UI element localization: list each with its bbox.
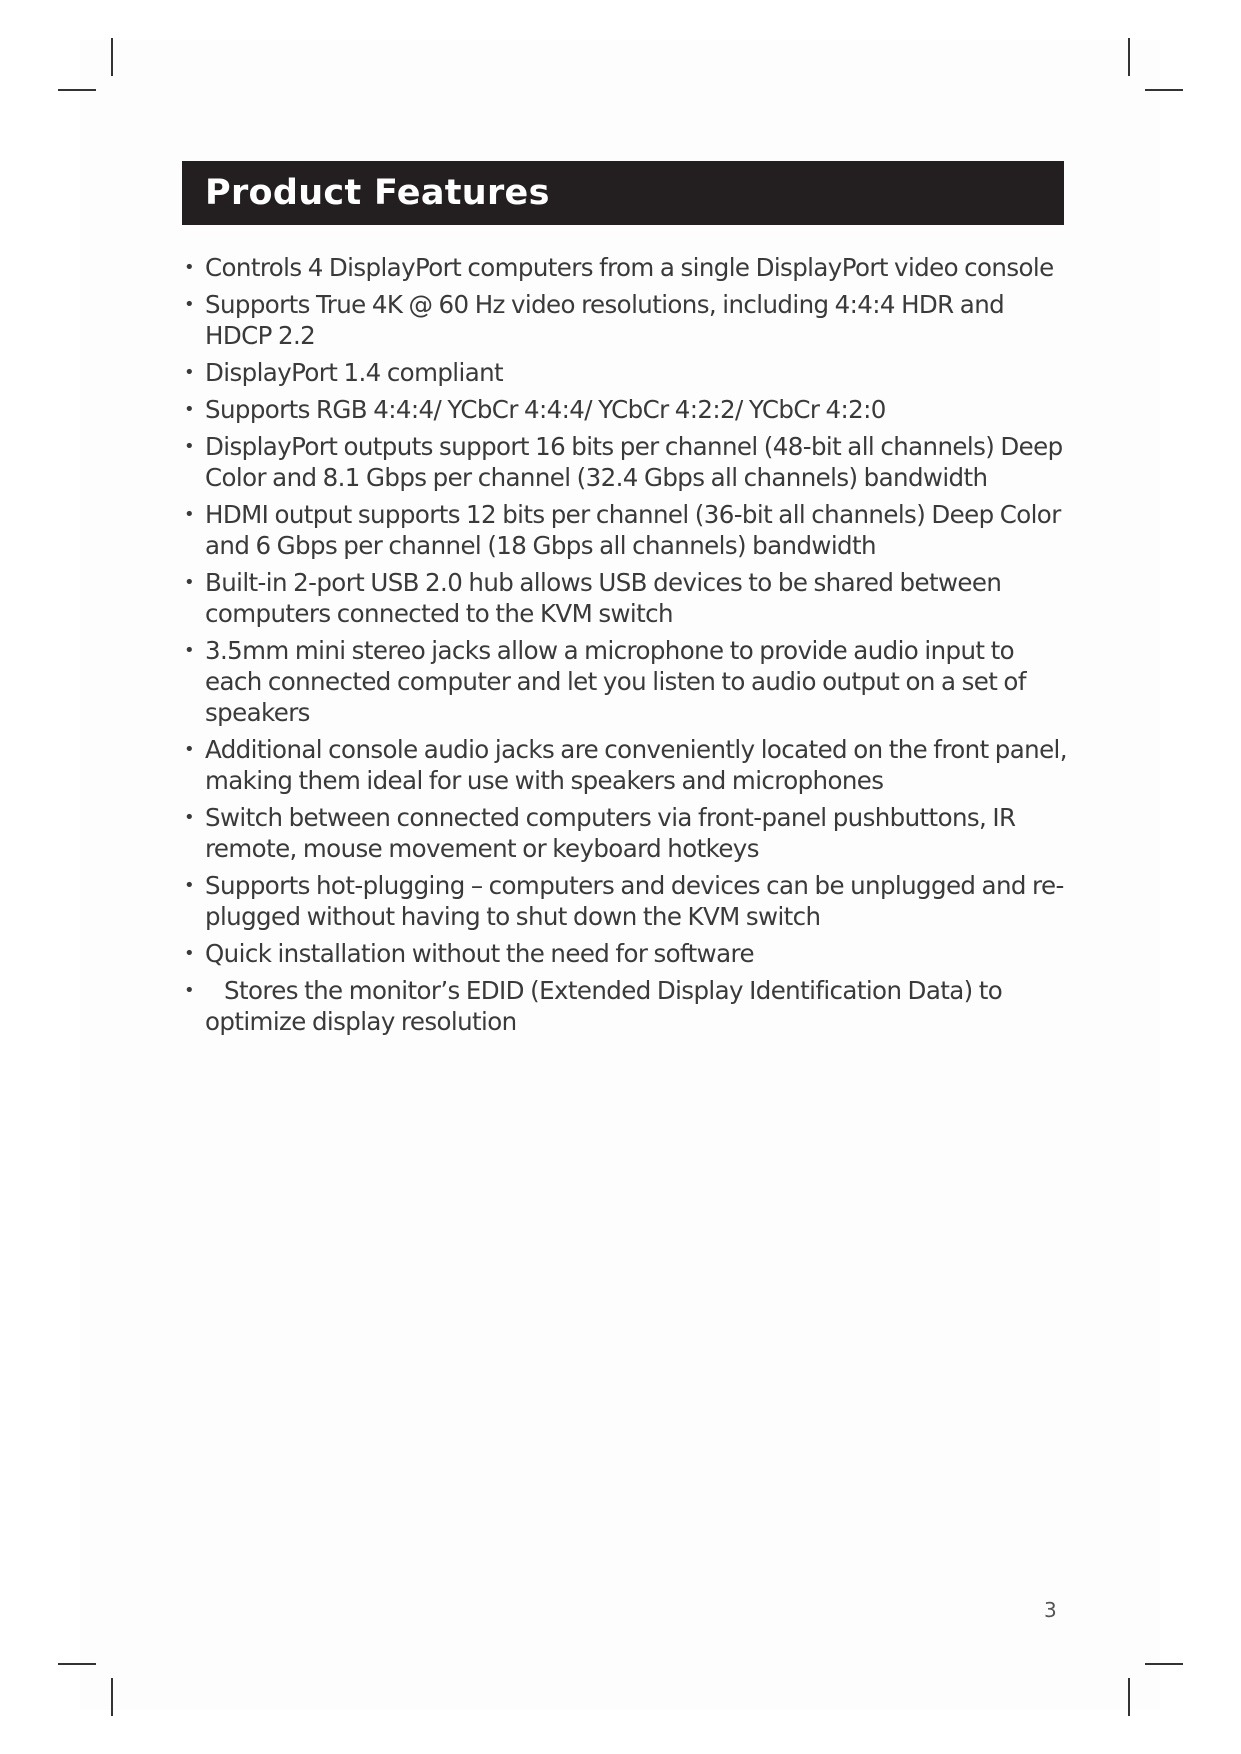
feature-text: Supports RGB 4:4:4/ YCbCr 4:4:4/ YCbCr 4:2:2/ YCbCr 4:2:0 (205, 395, 886, 424)
feature-item (182, 635, 1072, 728)
feature-item (182, 567, 1072, 629)
bullet-icon: • (184, 875, 195, 896)
crop-mark-bottom-right-horizontal (1145, 1663, 1183, 1665)
feature-text: Supports True 4K @ 60 Hz video resolutions, including 4:4:4 HDR and HDCP 2.2 (205, 290, 1005, 350)
feature-text: Controls 4 DisplayPort computers from a single DisplayPort video console (205, 253, 1054, 282)
feature-text: HDMI output supports 12 bits per channel (36-bit all channels) Deep Color and 6 Gbps per channel (18 Gbps all channels) bandwidth (205, 500, 1061, 560)
bullet-icon: • (184, 399, 195, 420)
feature-item (182, 734, 1072, 796)
feature-text: Stores the monitor’s EDID (Extended Display Identification Data) to optimize display resolution (205, 976, 1003, 1036)
feature-text: Quick installation without the need for software (205, 939, 754, 968)
feature-text: DisplayPort 1.4 compliant (205, 358, 504, 387)
bullet-icon: • (184, 257, 195, 278)
feature-text: Additional console audio jacks are conveniently located on the front panel, making them ideal for use with speakers and microphones (205, 735, 1067, 795)
crop-mark-bottom-right-vertical (1128, 1678, 1130, 1716)
feature-item (182, 252, 1072, 283)
feature-text: 3.5mm mini stereo jacks allow a microphone to provide audio input to each connected computer and let you listen to audio output on a set of speakers (205, 636, 1026, 727)
section-title: Product Features (205, 173, 550, 213)
crop-mark-top-right-vertical (1128, 38, 1130, 76)
feature-text: Built-in 2-port USB 2.0 hub allows USB devices to be shared between computers connected to the KVM switch (205, 568, 1002, 628)
feature-item (182, 870, 1072, 932)
crop-mark-top-left-vertical (111, 38, 113, 76)
feature-item (182, 975, 1072, 1037)
feature-item (182, 431, 1072, 493)
feature-text: Switch between connected computers via front-panel pushbuttons, IR remote, mouse movement or keyboard hotkeys (205, 803, 1016, 863)
crop-mark-top-right-horizontal (1145, 89, 1183, 91)
feature-item (182, 499, 1072, 561)
bullet-icon: • (184, 943, 195, 964)
bullet-icon: • (184, 504, 195, 525)
page-number: 3 (1044, 1598, 1057, 1622)
bullet-icon: • (184, 807, 195, 828)
crop-mark-bottom-left-vertical (111, 1678, 113, 1716)
bullet-icon: • (184, 739, 195, 760)
bullet-icon: • (184, 640, 195, 661)
bullet-icon: • (184, 436, 195, 457)
bullet-icon: • (184, 572, 195, 593)
bullet-icon: • (184, 294, 195, 315)
crop-mark-top-left-horizontal (58, 89, 96, 91)
feature-text: Supports hot-plugging – computers and devices can be unplugged and re-plugged without having to shut down the KVM switch (205, 871, 1064, 931)
feature-text: DisplayPort outputs support 16 bits per channel (48-bit all channels) Deep Color and 8.1 Gbps per channel (32.4 Gbps all channels) bandwidth (205, 432, 1063, 492)
section-header-bar (182, 161, 1064, 225)
bullet-icon: • (184, 980, 195, 1001)
feature-item (182, 357, 1072, 388)
feature-item (182, 394, 1072, 425)
feature-item (182, 802, 1072, 864)
crop-mark-bottom-left-horizontal (58, 1663, 96, 1665)
feature-list (182, 252, 1072, 1043)
feature-item (182, 289, 1072, 351)
bullet-icon: • (184, 362, 195, 383)
feature-item (182, 938, 1072, 969)
